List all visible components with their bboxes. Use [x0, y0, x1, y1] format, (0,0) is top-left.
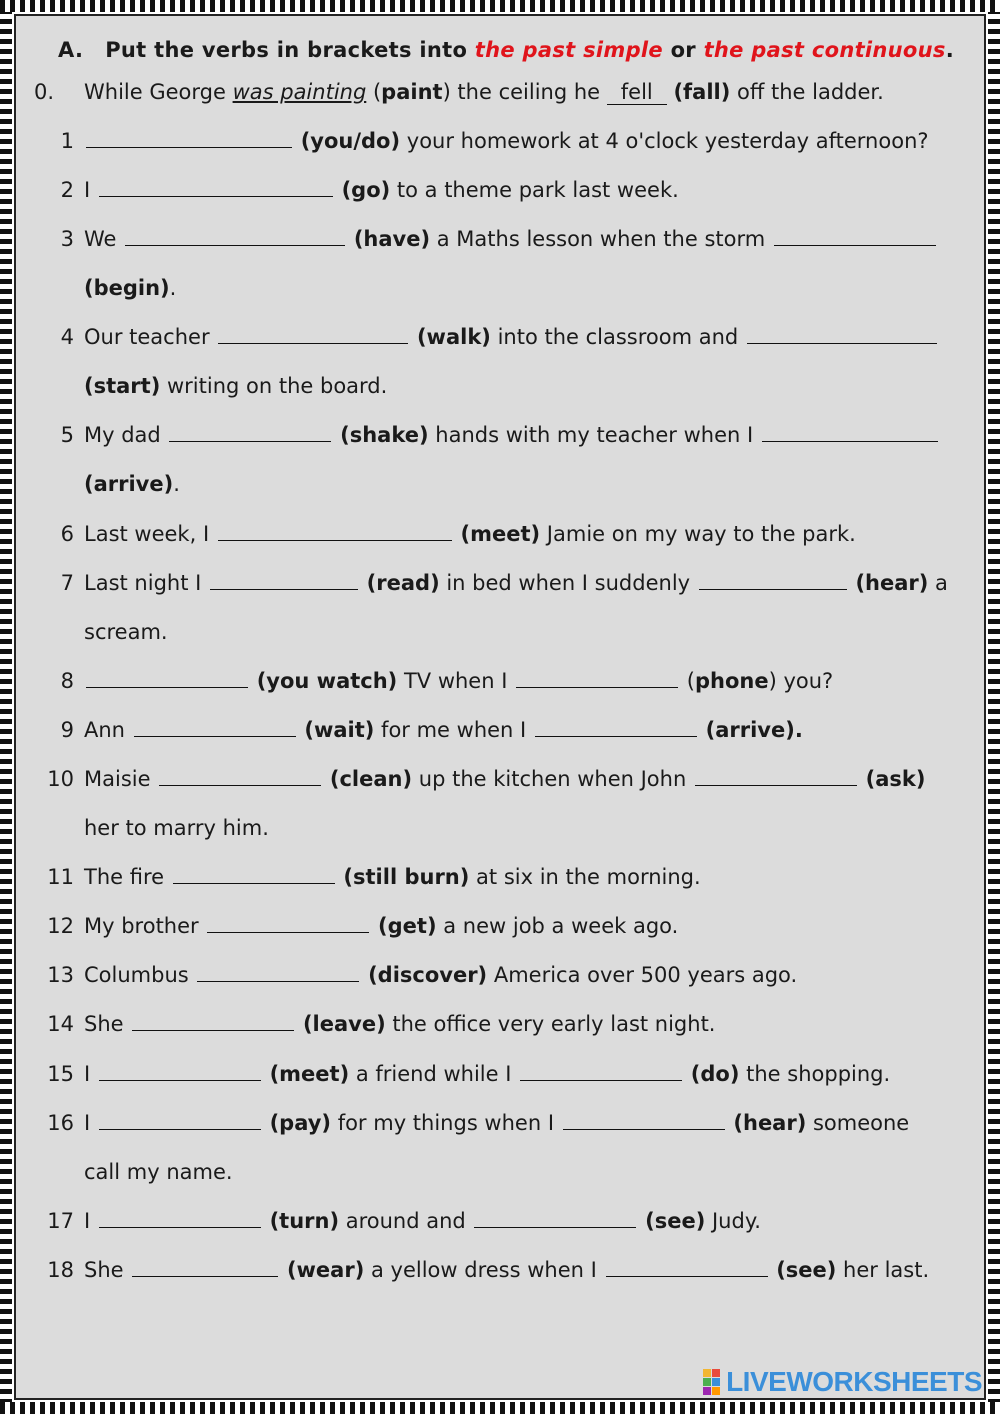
answer-blank[interactable]: [699, 571, 847, 590]
question-4: 4 Our teacher (walk) into the classroom and: [0, 325, 1000, 359]
answer-blank[interactable]: [99, 1111, 261, 1130]
answer-blank[interactable]: [747, 325, 937, 344]
answer-blank[interactable]: [169, 423, 331, 442]
item-number: 2: [60, 178, 74, 202]
answer-blank[interactable]: [173, 865, 335, 884]
answer-blank[interactable]: [99, 1209, 261, 1228]
question-8: 8 (you watch) TV when I (phone) you?: [0, 669, 1000, 703]
answer-blank[interactable]: [474, 1209, 636, 1228]
answer-blank[interactable]: [210, 571, 358, 590]
question-13: 13 Columbus (discover) America over 500 years ago.: [0, 963, 1000, 997]
question-2: 2 I (go) to a theme park last week.: [0, 178, 1000, 212]
liveworksheets-logo: LIVEWORKSHEETS: [703, 1366, 982, 1398]
question-14: 14 She (leave) the office very early last night.: [0, 1012, 1000, 1046]
item-number: 1: [60, 129, 74, 153]
question-11: 11 The fire (still burn) at six in the morning.: [0, 865, 1000, 899]
question-9: 9 Ann (wait) for me when I (arrive).: [0, 718, 1000, 752]
liveworksheets-icon: [703, 1369, 720, 1395]
answer-blank[interactable]: [197, 963, 359, 982]
item-number: 17: [47, 1209, 74, 1233]
question-10-cont: her to marry him.: [84, 816, 269, 840]
item-number: 14: [47, 1012, 74, 1036]
item-number: 3: [60, 227, 74, 251]
answer-blank[interactable]: [134, 718, 296, 737]
item-number: 8: [60, 669, 74, 693]
item-number: 5: [60, 423, 74, 447]
question-7-cont: scream.: [84, 620, 168, 644]
question-1: 1 (you/do) your homework at 4 o'clock yesterday afternoon?: [0, 129, 1000, 163]
item-number: 11: [47, 865, 74, 889]
example-underlined: was painting: [232, 80, 367, 104]
item-number: 4: [60, 325, 74, 349]
answer-blank[interactable]: [762, 423, 938, 442]
item-number: 13: [47, 963, 74, 987]
question-3: 3 We (have) a Maths lesson when the storm: [0, 227, 1000, 261]
item-number: 15: [47, 1062, 74, 1086]
answer-blank[interactable]: [207, 914, 369, 933]
question-17: 17 I (turn) around and (see) Judy.: [0, 1209, 1000, 1243]
question-3-cont: (begin).: [84, 276, 177, 300]
item-number: 7: [60, 571, 74, 595]
answer-blank[interactable]: [535, 718, 697, 737]
answer-blank[interactable]: [218, 325, 408, 344]
item-number: 18: [47, 1258, 74, 1282]
example-item: 0. While George was painting (paint) the ceiling he fell (fall) off the ladder.: [34, 80, 884, 104]
question-5: 5 My dad (shake) hands with my teacher when I: [0, 423, 1000, 457]
answer-blank[interactable]: [86, 669, 248, 688]
answer-blank[interactable]: [695, 767, 857, 786]
answer-blank[interactable]: [520, 1062, 682, 1081]
question-18: 18 She (wear) a yellow dress when I (see) her last.: [0, 1258, 1000, 1292]
question-12: 12 My brother (get) a new job a week ago.: [0, 914, 1000, 948]
answer-blank[interactable]: [132, 1012, 294, 1031]
answer-blank[interactable]: [774, 227, 936, 246]
item-number: 10: [47, 767, 74, 791]
question-7: 7 Last night I (read) in bed when I suddenly (hear) a: [0, 571, 1000, 605]
answer-blank[interactable]: [99, 1062, 261, 1081]
answer-blank[interactable]: [606, 1258, 768, 1277]
answer-blank[interactable]: [159, 767, 321, 786]
item-number: 12: [47, 914, 74, 938]
item-number: 9: [60, 718, 74, 742]
question-15: 15 I (meet) a friend while I (do) the shopping.: [0, 1062, 1000, 1096]
item-number: 0.: [34, 80, 55, 104]
question-6: 6 Last week, I (meet) Jamie on my way to the park.: [0, 522, 1000, 556]
answer-blank[interactable]: [125, 227, 345, 246]
question-16-cont: call my name.: [84, 1160, 233, 1184]
question-4-cont: (start) writing on the board.: [84, 374, 388, 398]
answer-blank[interactable]: [563, 1111, 725, 1130]
answer-blank[interactable]: [99, 178, 333, 197]
exercise-heading: A. Put the verbs in brackets into the past simple or the past continuous.: [58, 38, 954, 62]
question-10: 10 Maisie (clean) up the kitchen when John (ask): [0, 767, 1000, 801]
question-16: 16 I (pay) for my things when I (hear) someone: [0, 1111, 1000, 1145]
answer-blank[interactable]: [132, 1258, 278, 1277]
question-5-cont: (arrive).: [84, 472, 180, 496]
answer-blank[interactable]: [86, 129, 292, 148]
answer-blank[interactable]: [516, 669, 678, 688]
example-answer: fell: [607, 80, 667, 105]
answer-blank[interactable]: [218, 522, 452, 541]
item-number: 6: [60, 522, 74, 546]
item-number: 16: [47, 1111, 74, 1135]
